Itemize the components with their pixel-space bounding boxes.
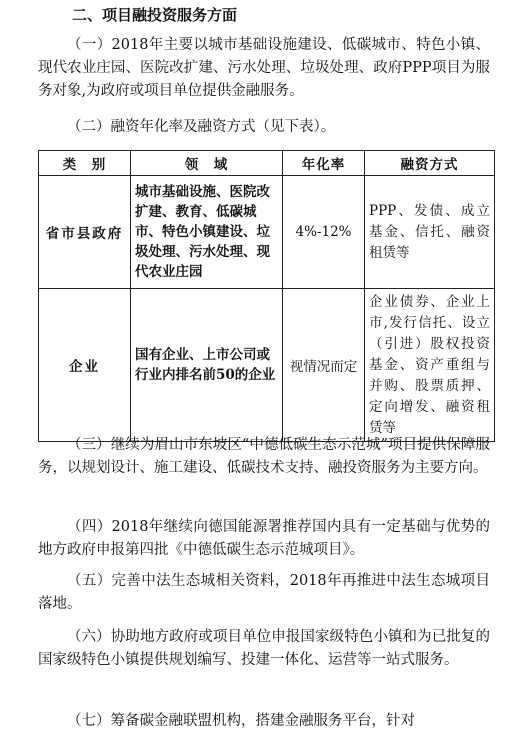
paragraph-5: （五）完善中法生态城相关资料，2018年再推进中法生态城项目落地。	[38, 573, 490, 612]
section-heading: 二、项目融投资服务方面	[72, 6, 238, 24]
paragraph-4: （四）2018年继续向德国能源署推荐国内具有一定基础与优势的地方政府申报第四批《中德低碳生态示范城项目》。	[38, 519, 490, 558]
row-category: 省市县政府	[39, 176, 131, 289]
row-rate: 视情况而定	[283, 289, 365, 442]
paragraph-7: （七）筹备碳金融联盟机构，搭建金融服务平台，针对	[67, 713, 415, 729]
row-method: PPP、发债、成立基金、信托、融资租赁等	[365, 176, 495, 289]
paragraph-6: （六）协助地方政府或项目单位申报国家级特色小镇和为已批复的国家级特色小镇提供规划编写、投建一体化、运营等一站式服务。	[38, 629, 490, 668]
header-field: 领 域	[131, 151, 283, 176]
header-method: 融资方式	[365, 151, 495, 176]
row-category: 企业	[39, 289, 131, 442]
row-rate: 4%-12%	[283, 176, 365, 289]
row-field: 国有企业、上市公司或行业内排名前50的企业	[131, 289, 283, 442]
row-field: 城市基础设施、医院改扩建、教育、低碳城市、特色小镇建设、垃圾处理、污水处理、现代农业庄园	[131, 176, 283, 289]
paragraph-1-text: （一）2018年主要以城市基础设施建设、低碳城市、特色小镇、现代农业庄园、医院改扩建、污水处理、垃圾处理、政府PPP项目为服务对象,为政府或项目单位提供金融服务。	[38, 37, 490, 99]
header-category: 类 别	[39, 151, 131, 176]
header-rate: 年化率	[283, 151, 365, 176]
paragraph-1	[38, 34, 490, 103]
table-row	[39, 289, 495, 442]
paragraph-2: （二）融资年化率及融资方式（见下表）。	[67, 119, 336, 135]
table-header-row	[39, 151, 495, 176]
financing-table	[38, 150, 495, 442]
row-method: 企业债券、企业上市,发行信托、设立（引进）股权投资基金、资产重组与并购、股票质押、定向增发、融资租赁等	[365, 289, 495, 442]
paragraph-3: （三）继续为眉山市东坡区“中德低碳生态示范城”项目提供保障服务，以规划设计、施工建设、低碳技术支持、融投资服务为主要方向。	[38, 437, 490, 476]
table-row	[39, 176, 495, 289]
